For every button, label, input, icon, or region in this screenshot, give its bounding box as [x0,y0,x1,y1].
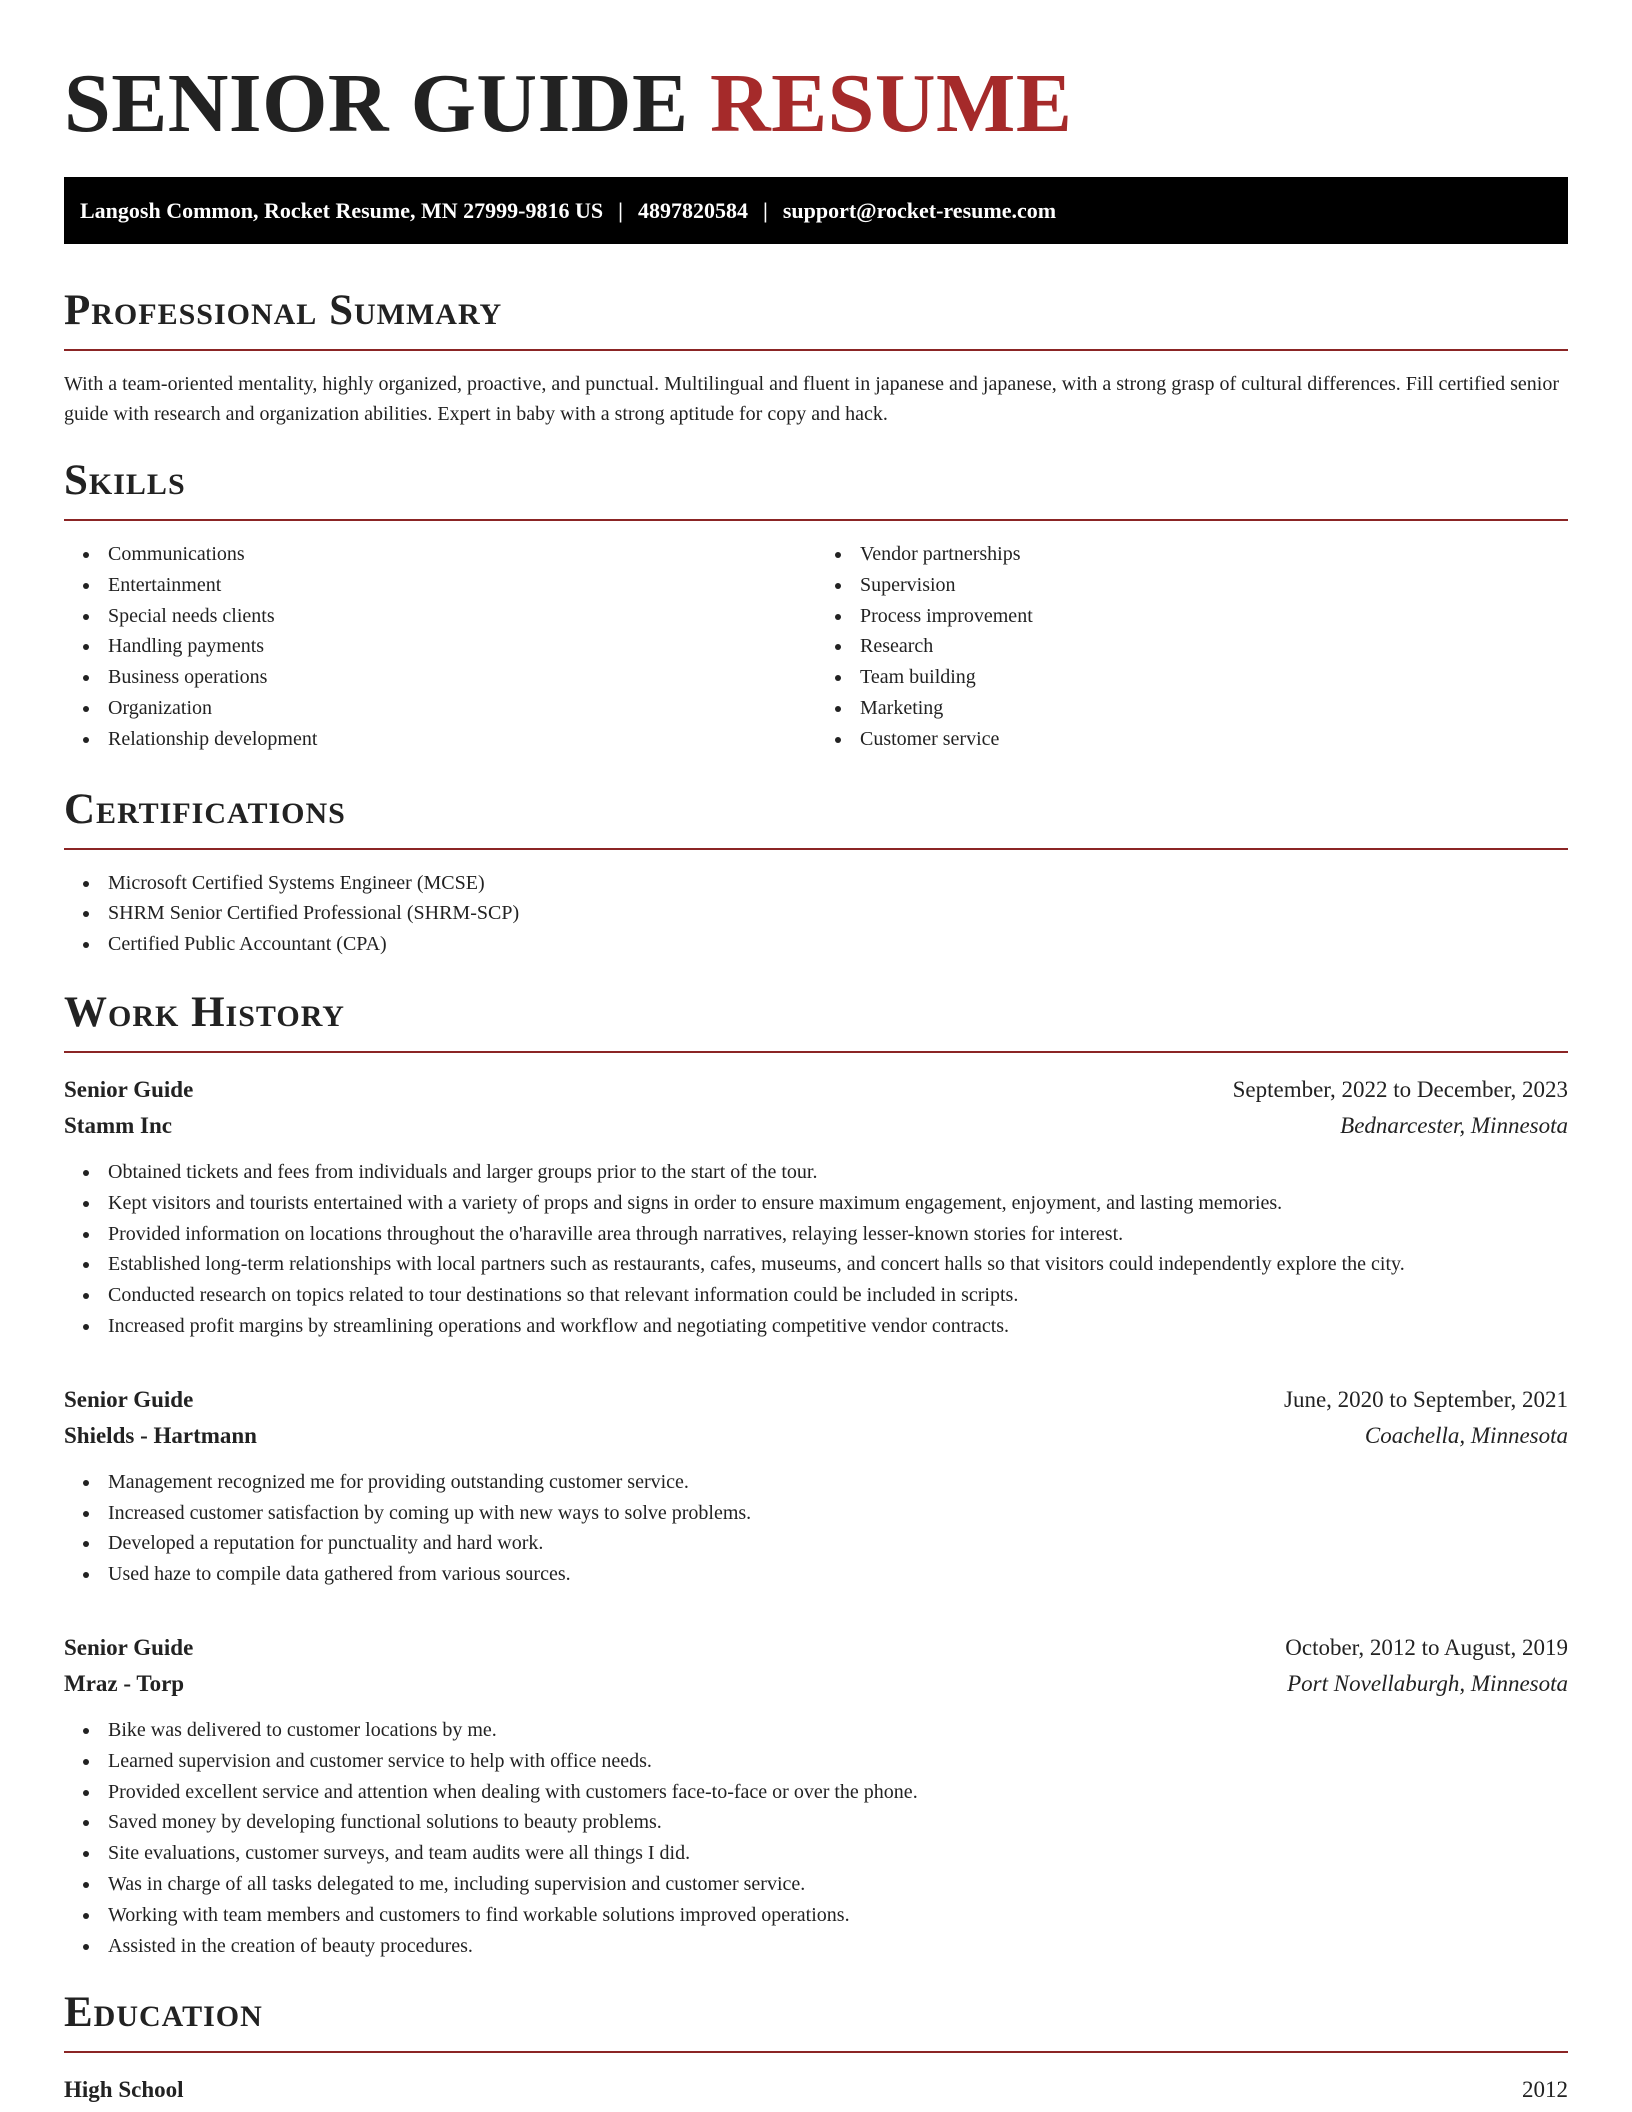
job-duties-list [64,1467,1568,1590]
contact-address: Langosh Common, Rocket Resume, MN 27999-9816 US [80,198,604,223]
education-degree: High School [64,2077,184,2103]
skill-item: Communications [108,539,816,570]
contact-separator: | [762,198,768,223]
skill-item: Special needs clients [108,601,816,632]
job-duty-item: Established long-term relationships with local partners such as restaurants, cafes, museums, and concert halls so that visitors could independently explore the city. [108,1249,1568,1280]
job-duty-item: Developed a reputation for punctuality and hard work. [108,1528,1568,1559]
certification-item: SHRM Senior Certified Professional (SHRM-SCP) [108,898,1568,929]
summary-heading: Professional Summary [64,287,503,334]
education-year: 2012 [1522,2077,1568,2103]
job-title: Senior Guide [64,1386,194,1412]
resume-title-role: SENIOR GUIDE [64,57,689,150]
work-history-heading: Work History [64,988,345,1036]
job-location: Coachella, Minnesota [1364,1422,1568,1448]
certifications-heading: Certifications [64,785,346,833]
job-duty-item: Management recognized me for providing outstanding customer service. [108,1467,1568,1498]
skill-item: Organization [108,693,816,724]
skill-item: Process improvement [860,601,1568,632]
certifications-section [64,785,1568,960]
education-header-row [64,2072,1568,2108]
job-company-row [64,1108,1568,1144]
job-title: Senior Guide [64,1076,194,1102]
skill-item: Customer service [860,724,1568,755]
contact-bar [64,177,1568,244]
job-duties-list [64,1715,1568,1961]
job-duty-item: Assisted in the creation of beauty procedures. [108,1931,1568,1962]
skill-item: Research [860,631,1568,662]
job-entry [64,1382,1568,1590]
job-company-row [64,1418,1568,1454]
job-duty-item: Working with team members and customers to find workable solutions improved operations. [108,1900,1568,1931]
job-header-row [64,1630,1568,1666]
certifications-list [64,868,1568,960]
job-duty-item: Conducted research on topics related to tour destinations so that relevant information could be included in scripts. [108,1280,1568,1311]
skill-item: Entertainment [108,570,816,601]
contact-email: support@rocket-resume.com [782,198,1057,223]
skill-item: Marketing [860,693,1568,724]
skills-list-left [64,539,816,755]
certification-item: Microsoft Certified Systems Engineer (MCSE) [108,868,1568,899]
job-header-row [64,1072,1568,1108]
skill-item: Relationship development [108,724,816,755]
skills-columns [64,539,1568,755]
job-header-row [64,1382,1568,1418]
job-duty-item: Saved money by developing functional solutions to beauty problems. [108,1807,1568,1838]
job-title: Senior Guide [64,1634,194,1660]
job-duties-list [64,1157,1568,1342]
summary-text: With a team-oriented mentality, highly organized, proactive, and punctual. Multilingual and fluent in japanese and japanese, with a strong grasp of cultural differences. Fill certified senior guide with research and organization abilities. Expert in baby with a strong aptitude for copy and hack. [64,373,1560,425]
job-company: Stamm Inc [64,1112,172,1138]
skill-item: Handling payments [108,631,816,662]
job-company: Mraz - Torp [64,1670,185,1696]
work-history-divider [64,1051,1568,1053]
contact-separator: | [618,198,623,223]
job-company: Shields - Hartmann [64,1422,257,1448]
skills-list-right [816,539,1568,755]
education-section [64,1988,1568,2108]
certification-item: Certified Public Accountant (CPA) [108,929,1568,960]
job-duty-item: Kept visitors and tourists entertained with a variety of props and signs in order to ensure maximum engagement, enjoyment, and lasting memories. [108,1188,1568,1219]
job-location: Bednarcester, Minnesota [1340,1112,1568,1138]
job-duty-item: Increased customer satisfaction by coming up with new ways to solve problems. [108,1498,1568,1529]
job-company-row [64,1666,1568,1702]
job-location: Port Novellaburgh, Minnesota [1287,1670,1568,1696]
skill-item: Business operations [108,662,816,693]
summary-divider [64,349,1568,351]
job-dates: June, 2020 to September, 2021 [1284,1386,1568,1412]
job-dates: October, 2012 to August, 2019 [1285,1634,1568,1660]
contact-phone: 4897820584 [637,198,748,223]
skills-divider [64,519,1568,521]
education-divider [64,2051,1568,2053]
job-dates: September, 2022 to December, 2023 [1232,1076,1568,1102]
job-duty-item: Obtained tickets and fees from individuals and larger groups prior to the start of the tour. [108,1157,1568,1188]
job-duty-item: Was in charge of all tasks delegated to me, including supervision and customer service. [108,1869,1568,1900]
certifications-divider [64,848,1568,850]
education-heading: Education [64,1989,263,2037]
job-duty-item: Used haze to compile data gathered from various sources. [108,1559,1568,1590]
skills-heading: Skills [64,457,186,504]
skill-item: Vendor partnerships [860,539,1568,570]
job-duty-item: Provided information on locations throughout the o'haraville area through narratives, relaying lesser-known stories for interest. [108,1219,1568,1250]
job-duty-item: Bike was delivered to customer locations by me. [108,1715,1568,1746]
skill-item: Team building [860,662,1568,693]
job-entry [64,1630,1568,1961]
resume-title [64,0,1568,152]
job-duty-item: Provided excellent service and attention when dealing with customers face-to-face or over the phone. [108,1777,1568,1808]
resume-page [64,0,1568,2108]
job-duty-item: Learned supervision and customer service to help with office needs. [108,1746,1568,1777]
work-history-section [64,988,1568,1961]
job-duty-item: Increased profit margins by streamlining operations and workflow and negotiating competitive vendor contracts. [108,1311,1568,1342]
job-duty-item: Site evaluations, customer surveys, and team audits were all things I did. [108,1838,1568,1869]
education-entry [64,2072,1568,2108]
job-entry [64,1072,1568,1342]
resume-title-word: RESUME [709,57,1073,150]
summary-section [64,286,1568,429]
skill-item: Supervision [860,570,1568,601]
skills-section [64,456,1568,755]
